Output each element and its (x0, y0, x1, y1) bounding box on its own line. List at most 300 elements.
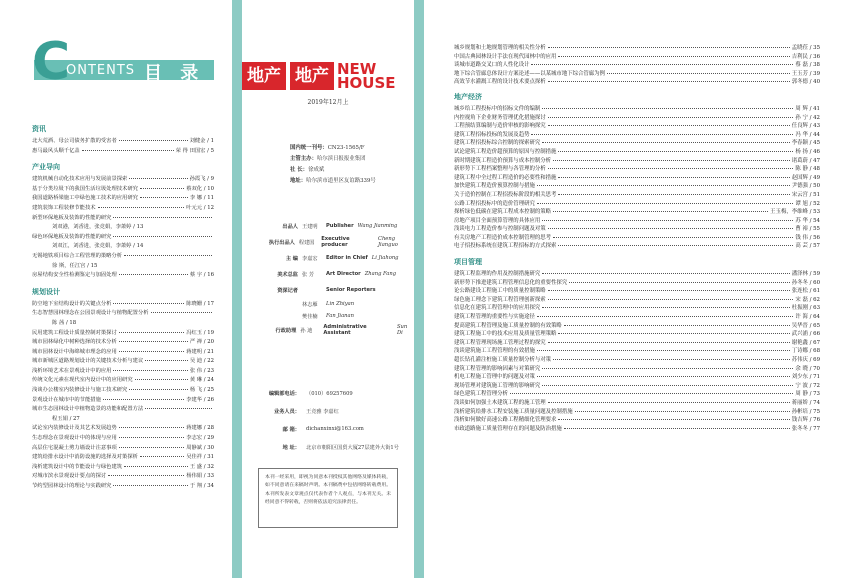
issue-date: 2019年12月上 (307, 99, 349, 106)
toc-entry-page: 陈晓姗 / 17 (186, 300, 214, 307)
toc-entry (32, 214, 214, 224)
toc-entry-page: 诸葛蔚 / 47 (791, 157, 820, 164)
toc-entry-page: 荣 得 田国宏 / 5 (175, 147, 214, 154)
staff-role-cn: 资深记者 (277, 287, 298, 294)
toc-entry (454, 157, 820, 166)
toc-entry-page: 宁 波 / 72 (795, 382, 820, 389)
toc-entry-title: 建筑工程招标投标的发展及趋势 (454, 131, 530, 138)
toc-dot-leader (113, 236, 212, 237)
toc-section (32, 287, 214, 492)
toc-entry-title: 浅析环境艺术在景观设计中的应用 (32, 367, 112, 374)
toc-entry (454, 373, 820, 382)
toc-entry-page: 周 静 / 73 (795, 391, 820, 398)
toc-entry (454, 70, 820, 79)
toc-dot-leader (569, 282, 790, 283)
toc-entry-page: 周 辉 / 41 (795, 105, 820, 112)
toc-entry-page: 王玉芳 / 39 (791, 70, 820, 77)
staff-list (252, 218, 414, 338)
toc-entry-title: 防空地下室结构设计的关键点分析 (32, 300, 112, 307)
toc-entry-title: 惠马最风头顺千亿盖 (32, 147, 80, 154)
toc-entry (454, 174, 820, 183)
toc-dot-leader (548, 47, 790, 48)
toc-entry-page: 周静斌 / 30 (186, 444, 214, 451)
staff-name-en: Wang Jianming (357, 223, 398, 229)
toc-dot-leader (108, 475, 184, 476)
toc-dot-leader (548, 402, 790, 403)
toc-entry-title: 浅析建筑给排水工程安装施工质量问题及控制措施 (454, 408, 573, 415)
toc-entry-title: 徐 斯，任江宫 / 15 (52, 262, 98, 269)
toc-entry (454, 279, 820, 288)
toc-entry (32, 463, 214, 473)
toc-entry (32, 444, 214, 454)
toc-entry-title: 关于造价控制在工程招投标阶段的相关思考 (454, 191, 557, 198)
toc-dot-leader (129, 178, 187, 179)
toc-entry-page: 孙彬培 / 75 (791, 408, 820, 415)
toc-entry-title: 建筑工程管理的重要性与实施途径 (454, 314, 535, 321)
toc-entry (454, 390, 820, 399)
staff-role-cn: 美术总监 (277, 271, 298, 278)
toc-dot-leader (119, 447, 184, 448)
toc-dot-leader (542, 307, 789, 308)
staff-name-en: Li Jiahong (371, 255, 399, 261)
pub-info-value: 徐成斌 (308, 167, 325, 173)
toc-dot-leader (548, 81, 790, 82)
toc-dot-leader (553, 237, 793, 238)
toc-entry-title: 超长钻孔灌注桩施工质量控制分析与对策 (454, 357, 552, 363)
toc-entry (454, 148, 820, 157)
toc-entry (454, 356, 820, 365)
toc-dot-leader (542, 220, 793, 221)
toc-dot-leader (548, 342, 790, 343)
staff-name-cn: 张 芳 (302, 271, 315, 278)
toc-entry (32, 376, 214, 386)
toc-dot-leader (140, 188, 184, 189)
toc-entry (32, 194, 214, 204)
toc-entry-title: 节约型园林设计的理论与实践研究 (32, 483, 112, 489)
toc-entry (32, 223, 214, 233)
left-page (0, 0, 232, 578)
reporter-name-cn: 林志雁 (302, 301, 318, 308)
toc-section (32, 162, 214, 281)
toc-entry-page: 吴佳祥 / 31 (186, 454, 214, 461)
toc-entry (32, 338, 214, 348)
contact-value: （010）69257609 (306, 390, 353, 397)
pub-info-row (290, 176, 410, 187)
toc-entry (32, 415, 214, 425)
contact-value: dichanxinxi@163.com (306, 426, 364, 432)
toc-dot-leader (98, 207, 185, 208)
toc-dot-leader (113, 303, 184, 304)
toc-dot-leader (82, 150, 174, 151)
toc-dot-leader (119, 427, 184, 428)
toc-entry-title: 高层住宅混凝土剪力墙设计注意事项 (32, 444, 117, 451)
staff-name-cn: 程建国 (298, 239, 315, 246)
toc-entry-page: 李 娜 / 11 (189, 195, 214, 202)
toc-dot-leader (548, 125, 790, 126)
toc-entry-page: 蔡 宇 / 16 (189, 272, 214, 279)
toc-entry (32, 482, 214, 492)
toc-entry-page: 余 晓 / 70 (795, 365, 820, 372)
pub-info-value: CN23-1565/F (327, 145, 365, 151)
contact-value: 王竞雅 李嘉红 (306, 408, 339, 415)
toc-dot-leader (558, 151, 793, 152)
toc-dot-leader (119, 437, 184, 438)
toc-entry-title: 我国道路桥梁施工中绿色施工技术的应用研究 (32, 195, 138, 202)
toc-entry-title: 建筑给排水设计中消防设施的选择及对策探析 (32, 454, 138, 461)
contact-key: 邮 箱： (282, 426, 300, 433)
toc-entry-page: 于 翔 / 34 (189, 483, 214, 489)
toc-entry (454, 122, 820, 131)
toc-entry (454, 242, 820, 251)
toc-entry (454, 182, 820, 191)
toc-entry (32, 175, 214, 185)
pub-info-key: 国内统一刊号： (290, 145, 328, 151)
toc-entry-page: 王玉梅，李维峰 / 53 (770, 209, 820, 216)
toc-dot-leader (548, 299, 794, 300)
toc-entry-title: 传统文化元素在现代室内设计中的应用研究 (32, 377, 133, 384)
toc-entry (454, 131, 820, 140)
toc-entry (454, 114, 820, 123)
toc-dot-leader (151, 312, 212, 313)
staff-role-en: Publisher (326, 223, 354, 229)
toc-entry-page: 严 禅 / 20 (189, 339, 214, 346)
reporter-row (252, 310, 414, 322)
toc-entry-page: 黄 琳 / 24 (189, 377, 214, 384)
publication-info (290, 143, 410, 187)
toc-entry-title: 新型环保地板及装饰的性能的研究 (32, 214, 112, 221)
toc-dot-leader (542, 385, 793, 386)
toc-entry-title: 北大荒酒、母公司债务扩散的受害者 (32, 138, 117, 144)
toc-entry-title: 绿色施工理念下建筑工程管理创新探索 (454, 296, 546, 303)
toc-entry-title: 陈 茜 / 18 (52, 319, 77, 326)
staff-role-en: Administrative Assistant (323, 324, 367, 336)
toc-entry-title: 建筑机械自动化技术应用与发展前景探索 (32, 176, 128, 183)
toc-dot-leader (510, 393, 793, 394)
toc-entry-page: 武兴浦 / 66 (791, 331, 820, 338)
toc-entry-page: 丁诗娜 / 68 (791, 348, 820, 355)
toc-entry-title: 绿色环保地板及装饰的性能的研究 (32, 233, 112, 240)
toc-dot-leader (124, 466, 188, 467)
toc-entry (454, 200, 820, 209)
contact-info (262, 384, 412, 456)
toc-entry-page: 高 芸 / 57 (795, 243, 820, 250)
toc-entry-title: 刘双江，刘香进，张竞娟，李萧婷 / 14 (52, 243, 144, 250)
magazine-logo (242, 62, 414, 96)
toc-entry-page: 蒋建明 / 21 (186, 348, 214, 355)
toc-entry (32, 147, 214, 157)
toc-entry (32, 242, 214, 252)
toc-entry-title: 探析绿色低碳在建筑工程成本控制的策略 (454, 209, 552, 216)
toc-entry (32, 386, 214, 396)
toc-entry-title: 刘双港，刘香进，张竞娟，李萧婷 / 13 (52, 224, 144, 231)
toc-dot-leader (564, 325, 790, 326)
toc-entry-title: 浅谈电力工程造价参与控制问题及对策 (454, 226, 546, 233)
staff-row (252, 250, 414, 266)
toc-entry (454, 296, 820, 305)
staff-row (252, 234, 414, 250)
toc-entry-page: 张 伟 / 23 (189, 367, 214, 374)
toc-entry-page: 孙霞飞 / 9 (189, 176, 214, 183)
toc-entry (454, 399, 820, 408)
toc-entry-page: 钱吉辉 / 76 (791, 417, 820, 424)
toc-dot-leader (548, 168, 794, 169)
toc-dot-leader (553, 211, 768, 212)
toc-dot-leader (537, 376, 790, 377)
toc-entry-page: 郭冬德 / 40 (791, 79, 820, 86)
toc-dot-leader (553, 359, 790, 360)
toc-entry-title: 城乡规划和土地规划管理的相关性分析 (454, 45, 546, 51)
toc-entry-page: 孙 宁 / 42 (795, 114, 820, 121)
toc-entry-title: 电子招投标系统在建筑工程招标的方式探索 (454, 243, 557, 250)
toc-entry (454, 339, 820, 348)
toc-entry (454, 225, 820, 234)
toc-entry (32, 252, 214, 262)
toc-dot-leader (129, 389, 187, 390)
toc-entry-title: 试论建筑工程造价超预算的原因与控制措施 (454, 148, 557, 155)
toc-entry-page: 蒋建娜 / 28 (186, 425, 214, 432)
toc-entry-title: 试论室内装修设计及其艺术发展趋势 (32, 425, 117, 432)
toc-entry-page: 曹 裕 / 55 (795, 226, 820, 233)
staff-role-cn: 行政助理 (275, 327, 297, 334)
toc-dot-leader (113, 370, 187, 371)
toc-entry (454, 365, 820, 374)
toc-entry-page: 吴 迪 / 22 (189, 358, 214, 365)
toc-entry-title: 机电工程施工管理中的问题及对策 (454, 374, 535, 381)
staff-role-cn: 主 编 (285, 255, 298, 262)
toc-entry-page: 苏 华 / 54 (795, 217, 820, 224)
toc-entry (32, 396, 214, 406)
toc-dot-leader (113, 485, 187, 486)
toc-entry (32, 185, 214, 195)
reporter-name-en: Lin Zhiyan (326, 301, 355, 307)
logo-en-new: NEW (337, 60, 377, 78)
toc-entry-page: 李建华 / 26 (186, 396, 214, 403)
toc-entry-page: 任良辉 / 43 (791, 123, 820, 130)
toc-entry-title: 建筑工程施工中的技术应用及质量管理策略 (454, 331, 557, 338)
toc-entry-title: 浅谈建筑施工工程管理的有效措施 (454, 348, 535, 355)
staff-row (252, 282, 414, 298)
toc-entry (454, 44, 820, 53)
toc-entry (454, 313, 820, 322)
toc-entry (32, 434, 214, 444)
pub-info-row (290, 154, 410, 165)
toc-entry (454, 78, 820, 87)
staff-row (252, 218, 414, 234)
toc-entry-title: 建筑工程招投标综合控制的探索研究 (454, 140, 541, 147)
staff-name-en: Sun Di (396, 324, 408, 336)
toc-entry-title: 建筑工程管理现场施工管理过程的探究 (454, 339, 546, 346)
toc-dot-leader (558, 56, 789, 57)
toc-entry (454, 322, 820, 331)
toc-entry-title: 基于分类垃圾下的我国生活垃圾处理技术研究 (32, 185, 138, 192)
contact-key: 业务人员： (274, 408, 300, 415)
toc-dot-leader (564, 428, 790, 429)
toc-entry (454, 61, 820, 70)
toc-entry-page: 孙冬冬 / 60 (791, 279, 820, 286)
toc-dot-leader (542, 108, 793, 109)
toc-entry-page: 李春颖 / 45 (791, 140, 820, 147)
reporter-name-en: Fan Jianan (326, 313, 354, 319)
toc-entry (32, 348, 214, 358)
toc-dot-leader (558, 245, 793, 246)
toc-entry-title: 城乡给工程投标中的招标文件的编制 (454, 105, 541, 112)
toc-entry (32, 424, 214, 434)
toc-entry-title: 公路工程招投标中的造价管理研究 (454, 200, 535, 207)
toc-entry-page: 潘泽林 / 59 (791, 271, 820, 278)
contact-key: 地 址： (282, 444, 300, 451)
contents-word: ONTENTS (66, 63, 136, 78)
toc-section (454, 257, 820, 433)
toc-dot-leader (119, 140, 188, 141)
toc-entry (32, 204, 214, 214)
staff-name-cn: 李嘉宏 (302, 255, 318, 262)
pub-info-value: 哈尔滨日报报业集团 (316, 156, 366, 162)
toc-entry-title: 浅析如何做好高速公路工程精细化管理要求 (454, 417, 557, 424)
toc-entry-title: 信息化在建筑工程管理中的应用探究 (454, 305, 541, 312)
toc-entry (32, 472, 214, 482)
toc-dot-leader (558, 419, 789, 420)
toc-entry (32, 233, 214, 243)
toc-entry (454, 425, 820, 434)
toc-entry (454, 304, 820, 313)
toc-entry-title: 加快建筑工程造价预算控制与措施 (454, 183, 535, 190)
toc-entry (454, 330, 820, 339)
pub-info-key: 主管主办： (290, 156, 317, 162)
toc-dot-leader (548, 117, 794, 118)
toc-dot-leader (119, 274, 188, 275)
toc-entry-page: 吴华晋 / 65 (791, 322, 820, 329)
toc-dot-leader (537, 185, 790, 186)
toc-section-title: 规划设计 (32, 287, 60, 296)
pub-info-row (290, 143, 410, 154)
toc-entry-page: 杨 扬 / 46 (795, 148, 820, 155)
toc-dot-leader (558, 194, 789, 195)
toc-entry-title: 无锡地铁项目综合工程管理的策略分析 (32, 252, 123, 259)
contact-value: 北京市朝阳区国贸大厦27层建外大街1号 (306, 444, 399, 451)
toc-entry (454, 408, 820, 417)
toc-entry (32, 309, 214, 319)
contact-key: 编辑部电话： (268, 390, 300, 397)
toc-entry (32, 319, 214, 329)
toc-entry-page: 张冬冬 / 77 (791, 425, 820, 432)
toc-dot-leader (537, 316, 794, 317)
logo-en-house: HOUSE (337, 74, 396, 92)
toc-entry (32, 329, 214, 339)
toc-dot-leader (607, 73, 790, 74)
toc-entry (454, 208, 820, 217)
toc-entry-title: 城市园林绿化中树种选择的技术分析 (32, 339, 117, 346)
contents-header (28, 32, 208, 92)
toc-entry (32, 300, 214, 310)
toc-entry (454, 382, 820, 391)
toc-section (454, 92, 820, 251)
toc-dot-leader (124, 255, 212, 256)
toc-entry-title: 新时期建筑工程造价预算与成本控制分析 (454, 157, 552, 164)
contact-row (262, 420, 412, 438)
reporter-row (252, 298, 414, 310)
staff-role-en: Editor in Chief (326, 255, 368, 261)
toc-dot-leader (119, 332, 184, 333)
toc-entry (32, 357, 214, 367)
toc-entry-page: 钱 伟 / 56 (795, 234, 820, 241)
toc-dot-leader (531, 134, 793, 135)
toc-dot-leader (537, 350, 790, 351)
toc-dot-leader (542, 368, 793, 369)
toc-entry-title: 民用建筑工程设计质量控制对策探讨 (32, 329, 117, 336)
toc-entry-title: 论公路建设工程施工中的质量控制策略 (454, 288, 546, 295)
toc-dot-leader (135, 379, 188, 380)
toc-entry-page: 吉利民 / 36 (791, 53, 820, 60)
toc-entry (454, 191, 820, 200)
pub-info-row (290, 165, 410, 176)
toc-entry-page: 许 海 / 64 (795, 314, 820, 321)
contact-row (262, 384, 412, 402)
toc-entry-title: 新形势下工程档案整理与各管理的分析 (454, 166, 546, 173)
toc-dot-leader (531, 64, 793, 65)
toc-entry-title: 内控视角下企业财务管理优化措施探讨 (454, 114, 546, 121)
toc-entry-page: 杨伟娟 / 33 (186, 473, 214, 480)
toc-entry-title: 程玉娟 / 27 (52, 415, 80, 422)
right-toc-list (454, 44, 820, 439)
mulu-title: 目 录 (144, 63, 205, 84)
toc-dot-leader (548, 228, 794, 229)
toc-entry-page: 谭 旭 / 52 (795, 200, 820, 207)
contact-row (262, 438, 412, 456)
toc-dot-leader (558, 333, 789, 334)
pub-info-key: 地址： (290, 178, 307, 184)
staff-role-cn: 执行出品人 (268, 239, 295, 246)
toc-entry-page: 李志宏 / 29 (186, 435, 214, 442)
toc-dot-leader (537, 203, 794, 204)
toc-entry-title: 浅谈如何加强土木建筑工程的施工管理 (454, 399, 546, 406)
toc-entry-page: 杜振刚 / 63 (791, 305, 820, 312)
toc-entry-page: 蔡 磊 / 38 (795, 62, 820, 69)
pub-info-value: 哈尔滨市道里区友谊路339号 (306, 178, 376, 184)
toc-dot-leader (140, 456, 184, 457)
staff-role-en: Art Director (326, 271, 361, 277)
staff-role-en: Senior Reporters (326, 287, 376, 293)
toc-entry (454, 165, 820, 174)
toc-entry-title: 谈城市道路交叉口的人性化设计 (454, 62, 530, 69)
logo-cn-block-2: 地产 (290, 62, 334, 90)
staff-role-cn: 出品人 (282, 223, 298, 230)
toc-dot-leader (140, 197, 188, 198)
toc-entry (32, 262, 214, 272)
toc-section-title: 产业导向 (32, 163, 60, 172)
toc-entry (454, 270, 820, 279)
toc-entry-page: 刘少东 / 71 (791, 374, 820, 381)
toc-entry (454, 234, 820, 243)
toc-dot-leader (558, 177, 789, 178)
toc-dot-leader (553, 160, 790, 161)
toc-entry-page: 冯 华 / 44 (795, 131, 820, 138)
toc-entry-page: 宋 磊 / 62 (795, 296, 820, 303)
toc-entry (32, 271, 214, 281)
toc-entry (454, 53, 820, 62)
toc-entry-page: 宋云宫 / 51 (791, 191, 820, 198)
toc-dot-leader (103, 399, 184, 400)
toc-dot-leader (575, 411, 790, 412)
toc-entry-title: 生态智慧园林理念在公园景观设计与植物配置分析 (32, 310, 149, 317)
toc-entry (32, 137, 214, 147)
toc-entry-page: 蒋丽娇 / 74 (791, 399, 820, 406)
toc-entry-title: 建筑装饰工程装修节能技术 (32, 204, 96, 211)
logo-cn-block-1: 地产 (242, 62, 286, 90)
toc-entry (454, 287, 820, 296)
toc-entry-title: 有关房地产工程造价成本控制管理的思考 (454, 234, 552, 241)
toc-dot-leader (548, 290, 790, 291)
toc-section (32, 124, 214, 156)
